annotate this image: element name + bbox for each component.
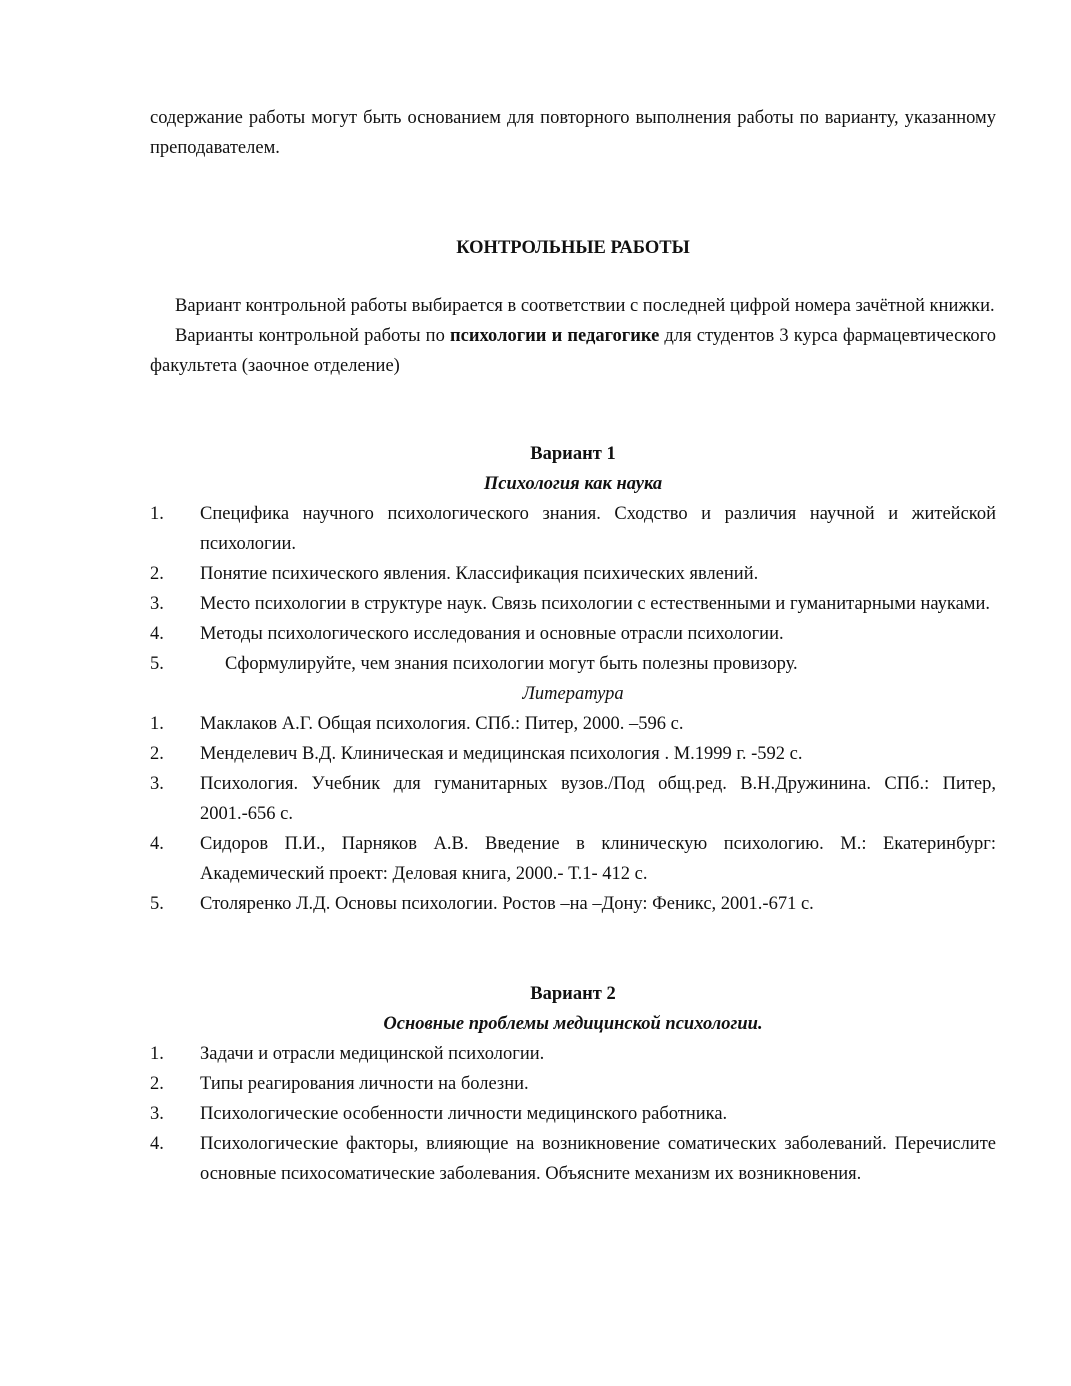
item-number: 2. [150,1074,164,1094]
item-number: 3. [150,594,164,614]
item-number: 5. [150,654,164,674]
list-item [150,829,996,889]
item-number: 2. [150,564,164,584]
section-title: КОНТРОЛЬНЫЕ РАБОТЫ [456,238,690,258]
item-text: Типы реагирования личности на болезни. [200,1074,529,1094]
list-item [150,889,996,919]
spacer [150,163,996,233]
item-text: Методы психологического исследования и основные отрасли психологии. [200,624,784,644]
item-text: Столяренко Л.Д. Основы психологии. Ростов –на –Дону: Феникс, 2001.-671 с. [200,894,814,914]
variant-1-title: Вариант 1 [530,444,616,464]
literature-title: Литература [522,684,624,704]
list-item [150,559,996,589]
item-text: Понятие психического явления. Классификация психических явлений. [200,564,759,584]
item-text: Место психологии в структуре наук. Связь психологии с естественными и гуманитарными науками. [200,594,991,614]
item-text: Специфика научного психологического знания. Сходство и различия научной и житейской психологии. [200,504,996,554]
item-number: 3. [150,774,164,794]
item-text: Задачи и отрасли медицинской психологии. [200,1044,545,1064]
list-item [150,739,996,769]
intro-paragraph-tail: содержание работы могут быть основанием для повторного выполнения работы по варианту, указанному преподавателем. [150,108,996,158]
variant-2-section [150,979,996,1189]
item-text: Сидоров П.И., Парняков А.В. Введение в клиническую психологию. М.: Екатеринбург: Академический проект: Деловая книга, 2000.- Т.1- 412 с. [200,834,996,884]
list-item [150,589,996,619]
para2-after: для студентов 3 курса фармацевтического факультета (заочное отделение) [150,326,997,376]
list-item [150,1099,996,1129]
variant-2-subtitle: Основные проблемы медицинской психологии. [383,1014,763,1034]
variant-1-section [150,439,996,919]
variant-choice-paragraph: Вариант контрольной работы выбирается в соответствии с последней цифрой номера зачётной книжки. [175,296,995,316]
item-text: Психология. Учебник для гуманитарных вузов./Под общ.ред. В.Н.Дружинина. СПб.: Питер, 2001.-656 с. [200,774,996,824]
list-item [150,769,996,829]
item-number: 1. [150,504,164,524]
item-number: 5. [150,894,164,914]
variant-2-title: Вариант 2 [530,984,616,1004]
list-item [150,1039,996,1069]
item-text: Психологические факторы, влияющие на возникновение соматических заболеваний. Перечислите основные психосоматические заболевания. Объясните механизм их возникновения. [200,1134,996,1184]
spacer [150,381,996,439]
item-number: 4. [150,1134,164,1154]
item-number: 1. [150,714,164,734]
list-item [150,1069,996,1099]
item-number: 4. [150,624,164,644]
variant-2-questions [150,1039,996,1189]
spacer [150,919,996,979]
para2-subject: психологии и педагогике [449,326,660,346]
variant-1-questions [150,499,996,679]
item-text: Психологические особенности личности медицинского работника. [200,1104,728,1124]
list-item [150,649,996,679]
para2-before: Варианты контрольной работы по [175,326,450,346]
item-text: Сформулируйте, чем знания психологии могут быть полезны провизору. [225,654,798,674]
item-number: 2. [150,744,164,764]
variant-1-subtitle: Психология как наука [483,474,663,494]
item-number: 3. [150,1104,164,1124]
document-page [150,103,996,1189]
variant-1-literature [150,709,996,919]
item-text: Менделевич В.Д. Клиническая и медицинская психология . М.1999 г. -592 с. [200,744,803,764]
list-item [150,709,996,739]
item-text: Маклаков А.Г. Общая психология. СПб.: Питер, 2000. –596 с. [200,714,684,734]
list-item [150,619,996,649]
variants-description-paragraph [150,321,996,381]
list-item [150,499,996,559]
item-number: 1. [150,1044,164,1064]
item-number: 4. [150,834,164,854]
list-item [150,1129,996,1189]
spacer [150,263,996,291]
